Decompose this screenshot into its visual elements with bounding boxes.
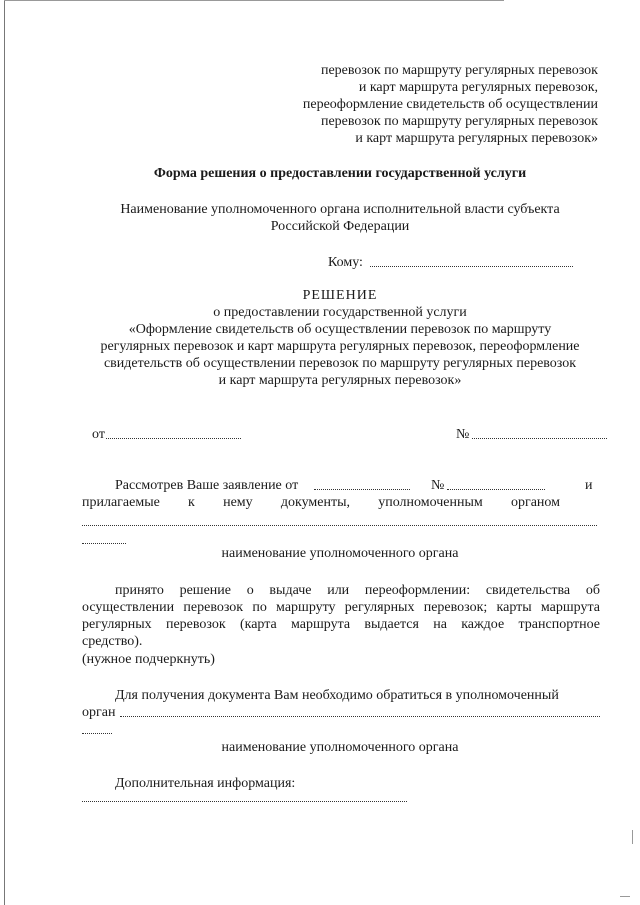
decision-subtitle-line: о предоставлении государственной услуги [213, 305, 467, 320]
contact-organ-field[interactable] [120, 716, 600, 717]
organ-name-field[interactable] [82, 525, 597, 526]
decision-text-line: средство). [82, 634, 143, 649]
number-label: № [456, 427, 470, 442]
review-text: Рассмотрев Ваше заявление от [115, 478, 299, 493]
underline-note: (нужное подчеркнуть) [82, 652, 215, 667]
decision-subtitle-line: «Оформление свидетельств об осуществлении перевозок по маршруту [128, 322, 552, 337]
date-field[interactable] [106, 438, 241, 439]
organ-name-field-continuation[interactable] [82, 543, 126, 544]
application-number-field[interactable] [447, 489, 545, 490]
header-line: переоформление свидетельств об осуществлении [302, 97, 598, 112]
header-line: и карт маршрута регулярных перевозок, [358, 80, 598, 95]
header-line: перевозок по маршруту регулярных перевозок [320, 63, 598, 78]
review-text: прилагаемые к нему документы, уполномоченным органом [82, 495, 560, 510]
header-line: и карт маршрута регулярных перевозок» [355, 131, 598, 146]
recipient-field[interactable] [370, 266, 573, 267]
decision-text-line: принято решение о выдаче или переоформлении: свидетельства об [115, 583, 600, 598]
scan-mark [632, 830, 633, 844]
authority-line: Российской Федерации [270, 219, 410, 234]
additional-info-label: Дополнительная информация: [115, 776, 296, 791]
decision-title: РЕШЕНИЕ [302, 288, 378, 303]
organ-caption: наименование уполномоченного органа [221, 546, 459, 561]
decision-text-line: осуществлении перевозок по маршруту регулярных перевозок; карты маршрута [82, 600, 600, 615]
contact-organ-field-continuation[interactable] [82, 733, 112, 734]
application-date-field[interactable] [314, 489, 410, 490]
additional-info-field[interactable] [82, 801, 407, 802]
scan-mark [620, 896, 630, 897]
review-number-label: № [431, 478, 445, 493]
form-title: Форма решения о предоставлении государственной услуги [153, 166, 527, 181]
contact-text-line: орган [82, 705, 116, 720]
decision-subtitle-line: регулярных перевозок и карт маршрута регулярных перевозок, переоформление [100, 339, 580, 354]
header-line: перевозок по маршруту регулярных перевозок [320, 114, 598, 129]
scan-border-left [4, 0, 5, 905]
review-text: и [585, 478, 593, 493]
decision-subtitle-line: свидетельств об осуществлении перевозок по маршруту регулярных перевозок [103, 356, 577, 371]
decision-text-line: регулярных перевозок (карта маршрута выдается на каждое транспортное [82, 617, 600, 632]
authority-line: Наименование уполномоченного органа исполнительной власти субъекта [120, 202, 560, 217]
organ-caption: наименование уполномоченного органа [221, 740, 459, 755]
decision-subtitle-line: и карт маршрута регулярных перевозок» [218, 373, 462, 388]
number-field[interactable] [472, 438, 607, 439]
scan-border-top [4, 0, 504, 1]
from-label: от [92, 427, 105, 442]
to-label: Кому: [328, 255, 363, 270]
contact-text-line: Для получения документа Вам необходимо обратиться в уполномоченный [115, 688, 559, 703]
